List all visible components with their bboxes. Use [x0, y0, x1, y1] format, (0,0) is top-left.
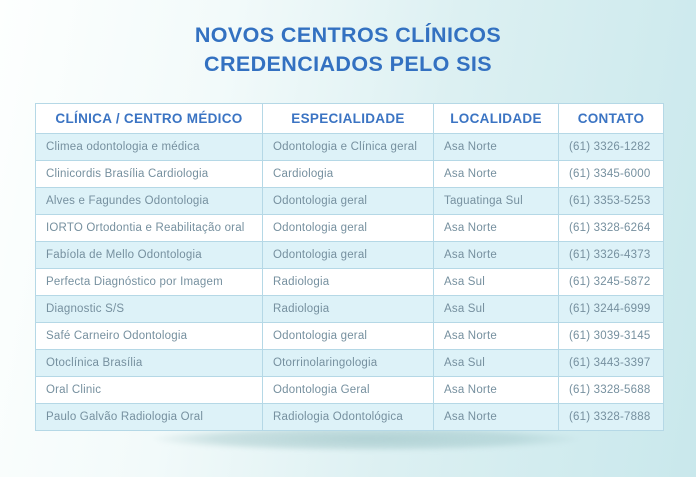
table-row — [36, 215, 664, 242]
cell-localidade: Asa Sul — [434, 296, 559, 323]
cell-especialidade: Odontologia geral — [263, 215, 434, 242]
table-row — [36, 188, 664, 215]
cell-contato: (61) 3245-5872 — [559, 269, 664, 296]
table-header-row — [36, 104, 664, 134]
cell-especialidade: Odontologia geral — [263, 188, 434, 215]
cell-contato: (61) 3039-3145 — [559, 323, 664, 350]
cell-localidade: Asa Norte — [434, 323, 559, 350]
cell-localidade: Asa Norte — [434, 377, 559, 404]
clinics-table — [35, 103, 664, 431]
cell-localidade: Asa Norte — [434, 404, 559, 431]
table-row — [36, 404, 664, 431]
cell-clinica: Otoclínica Brasília — [36, 350, 263, 377]
cell-contato: (61) 3328-5688 — [559, 377, 664, 404]
cell-clinica: Oral Clinic — [36, 377, 263, 404]
cell-clinica: IORTO Ortodontia e Reabilitação oral — [36, 215, 263, 242]
page-title-line-1: NOVOS CENTROS CLÍNICOS — [194, 23, 502, 47]
table-header — [36, 104, 664, 134]
column-header-clinica: CLÍNICA / CENTRO MÉDICO — [36, 104, 263, 134]
cell-contato: (61) 3328-6264 — [559, 215, 664, 242]
table-row — [36, 296, 664, 323]
cell-localidade: Asa Norte — [434, 134, 559, 161]
column-header-localidade: LOCALIDADE — [434, 104, 559, 134]
cell-localidade: Asa Norte — [434, 242, 559, 269]
cell-localidade: Asa Sul — [434, 350, 559, 377]
cell-contato: (61) 3326-4373 — [559, 242, 664, 269]
cell-contato: (61) 3328-7888 — [559, 404, 664, 431]
table-body — [36, 134, 664, 431]
cell-localidade: Asa Sul — [434, 269, 559, 296]
cell-contato: (61) 3244-6999 — [559, 296, 664, 323]
column-header-contato: CONTATO — [559, 104, 664, 134]
cell-clinica: Fabíola de Mello Odontologia — [36, 242, 263, 269]
cell-clinica: Climea odontologia e médica — [36, 134, 263, 161]
cell-especialidade: Radiologia — [263, 296, 434, 323]
cell-especialidade: Odontologia Geral — [263, 377, 434, 404]
cell-clinica: Paulo Galvão Radiologia Oral — [36, 404, 263, 431]
cell-contato: (61) 3353-5253 — [559, 188, 664, 215]
cell-localidade: Asa Norte — [434, 215, 559, 242]
cell-especialidade: Odontologia geral — [263, 323, 434, 350]
cell-especialidade: Radiologia — [263, 269, 434, 296]
cell-contato: (61) 3345-6000 — [559, 161, 664, 188]
table-row — [36, 161, 664, 188]
page-title — [0, 21, 696, 79]
cell-especialidade: Radiologia Odontológica — [263, 404, 434, 431]
cell-localidade: Taguatinga Sul — [434, 188, 559, 215]
table-row — [36, 377, 664, 404]
cell-clinica: Safé Carneiro Odontologia — [36, 323, 263, 350]
cell-clinica: Clinicordis Brasília Cardiologia — [36, 161, 263, 188]
cell-contato: (61) 3326-1282 — [559, 134, 664, 161]
table-row — [36, 134, 664, 161]
cell-clinica: Diagnostic S/S — [36, 296, 263, 323]
cell-clinica: Alves e Fagundes Odontologia — [36, 188, 263, 215]
table-row — [36, 323, 664, 350]
cell-clinica: Perfecta Diagnóstico por Imagem — [36, 269, 263, 296]
cell-especialidade: Odontologia geral — [263, 242, 434, 269]
cell-especialidade: Odontologia e Clínica geral — [263, 134, 434, 161]
table-row — [36, 269, 664, 296]
column-header-especialidade: ESPECIALIDADE — [263, 104, 434, 134]
page-title-line-2: CREDENCIADOS PELO SIS — [204, 52, 492, 76]
table-row — [36, 242, 664, 269]
cell-contato: (61) 3443-3397 — [559, 350, 664, 377]
table-row — [36, 350, 664, 377]
cell-especialidade: Otorrinolaringologia — [263, 350, 434, 377]
cell-localidade: Asa Norte — [434, 161, 559, 188]
cell-especialidade: Cardiologia — [263, 161, 434, 188]
